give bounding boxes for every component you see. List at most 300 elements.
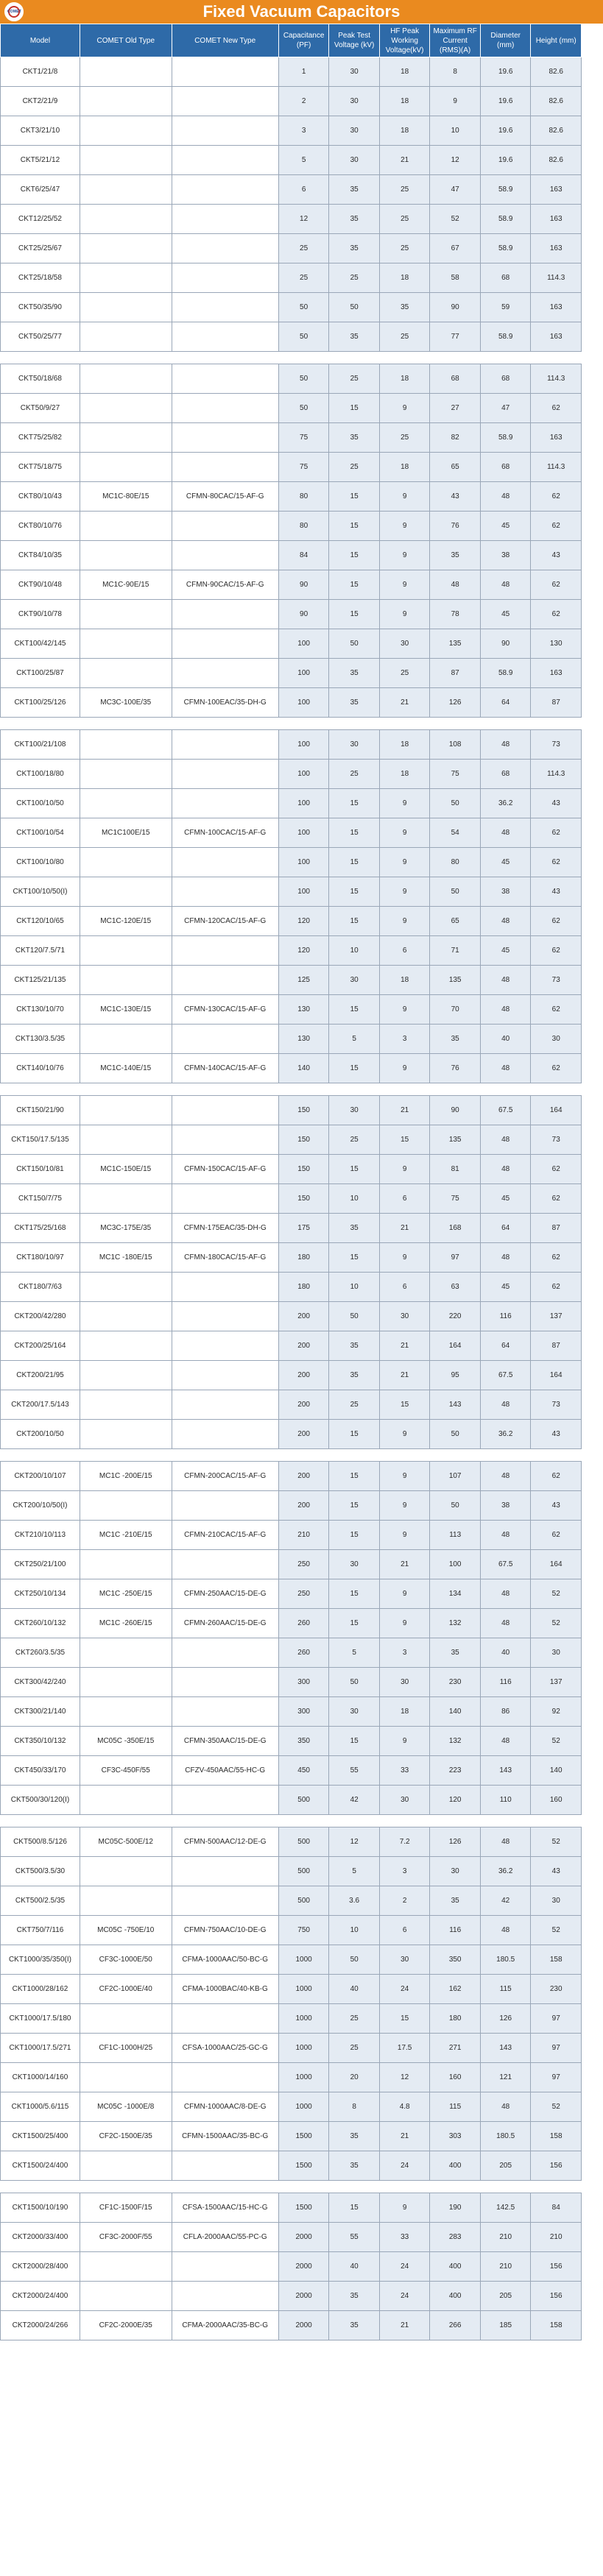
cell-model: CKT130/3.5/35 xyxy=(1,1025,80,1054)
cell-old-type: CF2C-1000E/40 xyxy=(80,1975,172,2004)
cell-height: 137 xyxy=(531,1302,582,1331)
cell-diameter: 45 xyxy=(480,936,531,966)
table-header-row xyxy=(1,24,582,57)
cell-height: 73 xyxy=(531,966,582,995)
cell-height: 140 xyxy=(531,1756,582,1786)
cell-capacitance: 1500 xyxy=(278,2151,329,2181)
cell-capacitance: 50 xyxy=(278,322,329,352)
table-row xyxy=(1,1125,582,1155)
cell-new-type xyxy=(172,1491,278,1521)
cell-model: CKT2000/24/266 xyxy=(1,2311,80,2340)
cell-model: CKT200/25/164 xyxy=(1,1331,80,1361)
cell-diameter: 19.6 xyxy=(480,146,531,175)
cell-model: CKT200/10/50 xyxy=(1,1420,80,1449)
cell-peak-test-voltage: 30 xyxy=(329,1096,380,1125)
cell-model: CKT100/10/54 xyxy=(1,818,80,848)
cell-capacitance: 120 xyxy=(278,907,329,936)
cell-capacitance: 200 xyxy=(278,1390,329,1420)
cell-diameter: 19.6 xyxy=(480,57,531,87)
cell-height: 164 xyxy=(531,1550,582,1579)
cell-height: 62 xyxy=(531,907,582,936)
cell-hf-working-voltage: 9 xyxy=(379,1727,430,1756)
cell-height: 43 xyxy=(531,541,582,570)
cell-height: 158 xyxy=(531,1945,582,1975)
cell-capacitance: 210 xyxy=(278,1521,329,1550)
table-row xyxy=(1,1361,582,1390)
cell-hf-working-voltage: 18 xyxy=(379,1697,430,1727)
table-row xyxy=(1,1638,582,1668)
cell-capacitance: 80 xyxy=(278,512,329,541)
cell-old-type xyxy=(80,87,172,116)
cell-model: CKT180/7/63 xyxy=(1,1273,80,1302)
cell-new-type: CFMA-2000AAC/35-BC-G xyxy=(172,2311,278,2340)
cell-old-type: MC3C-100E/35 xyxy=(80,688,172,718)
cell-capacitance: 25 xyxy=(278,234,329,263)
cell-capacitance: 50 xyxy=(278,394,329,423)
table-row xyxy=(1,2193,582,2223)
cell-old-type xyxy=(80,1638,172,1668)
cell-old-type xyxy=(80,2063,172,2092)
table-row xyxy=(1,1462,582,1491)
cell-capacitance: 100 xyxy=(278,730,329,760)
column-header-peak-test-voltage: Peak Test Voltage (kV) xyxy=(329,24,380,57)
cell-old-type xyxy=(80,2282,172,2311)
cell-new-type: CFMN-1000AAC/8-DE-G xyxy=(172,2092,278,2122)
cell-peak-test-voltage: 15 xyxy=(329,1054,380,1083)
cell-peak-test-voltage: 10 xyxy=(329,1916,380,1945)
cell-old-type xyxy=(80,2004,172,2034)
cell-max-rf-current: 35 xyxy=(430,1638,481,1668)
cell-max-rf-current: 143 xyxy=(430,1390,481,1420)
cell-peak-test-voltage: 25 xyxy=(329,2004,380,2034)
cell-model: CKT450/33/170 xyxy=(1,1756,80,1786)
cell-max-rf-current: 80 xyxy=(430,848,481,877)
cell-hf-working-voltage: 3 xyxy=(379,1025,430,1054)
table-row xyxy=(1,1521,582,1550)
table-row xyxy=(1,848,582,877)
table-row xyxy=(1,1214,582,1243)
table-row xyxy=(1,760,582,789)
cell-model: CKT350/10/132 xyxy=(1,1727,80,1756)
cell-capacitance: 3 xyxy=(278,116,329,146)
cell-model: CKT50/9/27 xyxy=(1,394,80,423)
cell-height: 87 xyxy=(531,1331,582,1361)
cell-capacitance: 75 xyxy=(278,453,329,482)
cell-max-rf-current: 76 xyxy=(430,512,481,541)
cell-max-rf-current: 75 xyxy=(430,760,481,789)
cell-diameter: 68 xyxy=(480,760,531,789)
cell-new-type xyxy=(172,2151,278,2181)
cell-model: CKT75/25/82 xyxy=(1,423,80,453)
cell-capacitance: 200 xyxy=(278,1491,329,1521)
cell-model: CKT200/42/280 xyxy=(1,1302,80,1331)
cell-max-rf-current: 271 xyxy=(430,2034,481,2063)
separator-cell xyxy=(1,718,582,730)
cell-height: 87 xyxy=(531,688,582,718)
cell-hf-working-voltage: 9 xyxy=(379,512,430,541)
cell-old-type xyxy=(80,1361,172,1390)
cell-max-rf-current: 350 xyxy=(430,1945,481,1975)
cell-new-type xyxy=(172,57,278,87)
cell-diameter: 48 xyxy=(480,730,531,760)
cell-peak-test-voltage: 35 xyxy=(329,2122,380,2151)
cell-old-type xyxy=(80,512,172,541)
cell-hf-working-voltage: 33 xyxy=(379,1756,430,1786)
cell-max-rf-current: 168 xyxy=(430,1214,481,1243)
cell-peak-test-voltage: 35 xyxy=(329,1361,380,1390)
cell-new-type xyxy=(172,116,278,146)
table-row xyxy=(1,1886,582,1916)
table-row xyxy=(1,966,582,995)
table-row xyxy=(1,394,582,423)
cell-peak-test-voltage: 5 xyxy=(329,1857,380,1886)
table-row xyxy=(1,234,582,263)
cell-new-type xyxy=(172,1302,278,1331)
cell-old-type xyxy=(80,234,172,263)
table-row xyxy=(1,2004,582,2034)
cell-old-type xyxy=(80,423,172,453)
cell-model: CKT1000/28/162 xyxy=(1,1975,80,2004)
cell-hf-working-voltage: 9 xyxy=(379,848,430,877)
cell-capacitance: 180 xyxy=(278,1273,329,1302)
table-body xyxy=(1,57,582,2340)
cell-capacitance: 500 xyxy=(278,1857,329,1886)
table-row xyxy=(1,1273,582,1302)
group-separator xyxy=(1,1449,582,1462)
cell-capacitance: 1000 xyxy=(278,2063,329,2092)
cell-diameter: 58.9 xyxy=(480,234,531,263)
cell-new-type xyxy=(172,1125,278,1155)
cell-model: CKT1500/10/190 xyxy=(1,2193,80,2223)
separator-cell xyxy=(1,1083,582,1096)
column-header-new-type: COMET New Type xyxy=(172,24,278,57)
cell-max-rf-current: 135 xyxy=(430,1125,481,1155)
cell-peak-test-voltage: 30 xyxy=(329,730,380,760)
cell-new-type: CFMN-175EAC/35-DH-G xyxy=(172,1214,278,1243)
cell-height: 62 xyxy=(531,995,582,1025)
capacitor-table xyxy=(0,24,582,2340)
cell-capacitance: 25 xyxy=(278,263,329,293)
cell-old-type xyxy=(80,1331,172,1361)
cell-max-rf-current: 230 xyxy=(430,1668,481,1697)
cell-old-type: CF1C-1000H/25 xyxy=(80,2034,172,2063)
cell-max-rf-current: 160 xyxy=(430,2063,481,2092)
cell-height: 114.3 xyxy=(531,364,582,394)
cell-peak-test-voltage: 15 xyxy=(329,1521,380,1550)
cell-diameter: 48 xyxy=(480,1521,531,1550)
cell-model: CKT140/10/76 xyxy=(1,1054,80,1083)
cell-diameter: 48 xyxy=(480,1462,531,1491)
cell-old-type: MC05C -350E/15 xyxy=(80,1727,172,1756)
cell-hf-working-voltage: 18 xyxy=(379,453,430,482)
cell-diameter: 185 xyxy=(480,2311,531,2340)
cell-old-type xyxy=(80,936,172,966)
cell-hf-working-voltage: 18 xyxy=(379,87,430,116)
cell-max-rf-current: 76 xyxy=(430,1054,481,1083)
cell-model: CKT500/30/120(I) xyxy=(1,1786,80,1815)
cell-hf-working-voltage: 6 xyxy=(379,1916,430,1945)
cell-height: 73 xyxy=(531,730,582,760)
cell-diameter: 210 xyxy=(480,2223,531,2252)
table-row xyxy=(1,1390,582,1420)
cell-capacitance: 80 xyxy=(278,482,329,512)
cell-height: 156 xyxy=(531,2252,582,2282)
cell-hf-working-voltage: 21 xyxy=(379,688,430,718)
table-row xyxy=(1,936,582,966)
cell-height: 73 xyxy=(531,1390,582,1420)
cell-height: 92 xyxy=(531,1697,582,1727)
cell-model: CKT1000/5.6/115 xyxy=(1,2092,80,2122)
cell-diameter: 45 xyxy=(480,1184,531,1214)
cell-old-type xyxy=(80,1786,172,1815)
cell-hf-working-voltage: 6 xyxy=(379,1273,430,1302)
cell-old-type: CF1C-1500F/15 xyxy=(80,2193,172,2223)
cell-diameter: 68 xyxy=(480,364,531,394)
cell-old-type xyxy=(80,394,172,423)
cell-new-type xyxy=(172,87,278,116)
cell-old-type xyxy=(80,1390,172,1420)
cell-max-rf-current: 67 xyxy=(430,234,481,263)
cell-hf-working-voltage: 24 xyxy=(379,2151,430,2181)
cell-height: 52 xyxy=(531,1609,582,1638)
cell-new-type xyxy=(172,146,278,175)
cell-model: CKT250/21/100 xyxy=(1,1550,80,1579)
cell-capacitance: 100 xyxy=(278,760,329,789)
cell-height: 30 xyxy=(531,1638,582,1668)
cell-new-type xyxy=(172,2004,278,2034)
table-row xyxy=(1,1857,582,1886)
cell-new-type: CFMN-500AAC/12-DE-G xyxy=(172,1827,278,1857)
cell-height: 62 xyxy=(531,600,582,629)
cell-new-type: CFMN-350AAC/15-DE-G xyxy=(172,1727,278,1756)
cell-height: 156 xyxy=(531,2282,582,2311)
separator-cell xyxy=(1,1449,582,1462)
cell-max-rf-current: 132 xyxy=(430,1727,481,1756)
cell-new-type xyxy=(172,2282,278,2311)
cell-diameter: 116 xyxy=(480,1668,531,1697)
cell-peak-test-voltage: 35 xyxy=(329,234,380,263)
cell-max-rf-current: 35 xyxy=(430,1886,481,1916)
cell-capacitance: 140 xyxy=(278,1054,329,1083)
cell-hf-working-voltage: 9 xyxy=(379,789,430,818)
table-row xyxy=(1,1243,582,1273)
group-separator xyxy=(1,1815,582,1827)
cell-old-type xyxy=(80,730,172,760)
cell-capacitance: 90 xyxy=(278,570,329,600)
cell-max-rf-current: 50 xyxy=(430,1491,481,1521)
cell-height: 97 xyxy=(531,2034,582,2063)
column-header-max-rf-current: Maximum RF Current (RMS)(A) xyxy=(430,24,481,57)
cell-max-rf-current: 126 xyxy=(430,1827,481,1857)
cell-hf-working-voltage: 9 xyxy=(379,394,430,423)
cell-diameter: 67.5 xyxy=(480,1361,531,1390)
cell-max-rf-current: 190 xyxy=(430,2193,481,2223)
cell-height: 163 xyxy=(531,423,582,453)
cell-max-rf-current: 70 xyxy=(430,995,481,1025)
cell-capacitance: 150 xyxy=(278,1184,329,1214)
cell-capacitance: 2000 xyxy=(278,2252,329,2282)
table-row xyxy=(1,1331,582,1361)
cell-max-rf-current: 132 xyxy=(430,1609,481,1638)
cell-new-type xyxy=(172,1697,278,1727)
cell-max-rf-current: 283 xyxy=(430,2223,481,2252)
table-row xyxy=(1,1786,582,1815)
cell-model: CKT100/18/80 xyxy=(1,760,80,789)
cell-new-type xyxy=(172,936,278,966)
cell-height: 160 xyxy=(531,1786,582,1815)
cell-hf-working-voltage: 30 xyxy=(379,1668,430,1697)
cell-new-type xyxy=(172,789,278,818)
cell-new-type xyxy=(172,1361,278,1390)
cell-diameter: 48 xyxy=(480,570,531,600)
cell-diameter: 48 xyxy=(480,1827,531,1857)
cell-capacitance: 1000 xyxy=(278,2092,329,2122)
cell-height: 30 xyxy=(531,1025,582,1054)
cell-capacitance: 5 xyxy=(278,146,329,175)
cell-peak-test-voltage: 15 xyxy=(329,995,380,1025)
cell-height: 52 xyxy=(531,1827,582,1857)
cell-height: 62 xyxy=(531,394,582,423)
cell-model: CKT2000/28/400 xyxy=(1,2252,80,2282)
cell-new-type: CFMN-100CAC/15-AF-G xyxy=(172,818,278,848)
cell-peak-test-voltage: 3.6 xyxy=(329,1886,380,1916)
table-row xyxy=(1,1025,582,1054)
cell-peak-test-voltage: 25 xyxy=(329,1390,380,1420)
cell-hf-working-voltage: 9 xyxy=(379,1521,430,1550)
table-row xyxy=(1,1916,582,1945)
cell-old-type xyxy=(80,57,172,87)
cell-peak-test-voltage: 10 xyxy=(329,1184,380,1214)
cell-height: 62 xyxy=(531,1054,582,1083)
cell-diameter: 40 xyxy=(480,1025,531,1054)
cell-max-rf-current: 81 xyxy=(430,1155,481,1184)
table-row xyxy=(1,322,582,352)
cell-old-type: MC1C -260E/15 xyxy=(80,1609,172,1638)
cell-hf-working-voltage: 30 xyxy=(379,629,430,659)
cell-new-type xyxy=(172,1420,278,1449)
column-header-height: Height (mm) xyxy=(531,24,582,57)
cell-capacitance: 1000 xyxy=(278,1975,329,2004)
cell-max-rf-current: 50 xyxy=(430,877,481,907)
separator-cell xyxy=(1,2181,582,2193)
cell-diameter: 121 xyxy=(480,2063,531,2092)
cell-diameter: 48 xyxy=(480,966,531,995)
cell-capacitance: 130 xyxy=(278,995,329,1025)
cell-model: CKT260/3.5/35 xyxy=(1,1638,80,1668)
cell-model: CKT150/7/75 xyxy=(1,1184,80,1214)
cell-model: CKT200/17.5/143 xyxy=(1,1390,80,1420)
cell-max-rf-current: 134 xyxy=(430,1579,481,1609)
cell-capacitance: 100 xyxy=(278,659,329,688)
cell-diameter: 45 xyxy=(480,600,531,629)
cell-hf-working-voltage: 7.2 xyxy=(379,1827,430,1857)
cell-height: 158 xyxy=(531,2311,582,2340)
cell-new-type: CFMN-100EAC/35-DH-G xyxy=(172,688,278,718)
cell-hf-working-voltage: 9 xyxy=(379,1243,430,1273)
cell-max-rf-current: 220 xyxy=(430,1302,481,1331)
group-separator xyxy=(1,718,582,730)
cell-model: CKT120/10/65 xyxy=(1,907,80,936)
cell-max-rf-current: 108 xyxy=(430,730,481,760)
cell-height: 82.6 xyxy=(531,146,582,175)
cell-peak-test-voltage: 15 xyxy=(329,877,380,907)
cell-old-type: MC1C -250E/15 xyxy=(80,1579,172,1609)
cell-capacitance: 1000 xyxy=(278,2004,329,2034)
cell-max-rf-current: 116 xyxy=(430,1916,481,1945)
cell-capacitance: 2000 xyxy=(278,2282,329,2311)
cell-max-rf-current: 54 xyxy=(430,818,481,848)
cell-peak-test-voltage: 30 xyxy=(329,57,380,87)
cell-capacitance: 450 xyxy=(278,1756,329,1786)
cell-model: CKT1000/17.5/271 xyxy=(1,2034,80,2063)
cell-model: CKT200/10/50(I) xyxy=(1,1491,80,1521)
cell-new-type xyxy=(172,877,278,907)
cell-peak-test-voltage: 10 xyxy=(329,936,380,966)
cell-peak-test-voltage: 15 xyxy=(329,1462,380,1491)
cell-height: 97 xyxy=(531,2063,582,2092)
cell-capacitance: 1500 xyxy=(278,2193,329,2223)
cell-diameter: 58.9 xyxy=(480,205,531,234)
cell-max-rf-current: 50 xyxy=(430,1420,481,1449)
cell-peak-test-voltage: 30 xyxy=(329,1550,380,1579)
cell-old-type xyxy=(80,293,172,322)
cell-diameter: 205 xyxy=(480,2151,531,2181)
cell-capacitance: 130 xyxy=(278,1025,329,1054)
cell-old-type: MC1C -210E/15 xyxy=(80,1521,172,1550)
cell-height: 163 xyxy=(531,322,582,352)
cell-capacitance: 2000 xyxy=(278,2223,329,2252)
cell-peak-test-voltage: 15 xyxy=(329,1491,380,1521)
cell-new-type xyxy=(172,1390,278,1420)
cell-model: CKT120/7.5/71 xyxy=(1,936,80,966)
cell-max-rf-current: 8 xyxy=(430,57,481,87)
cell-height: 114.3 xyxy=(531,760,582,789)
cell-peak-test-voltage: 8 xyxy=(329,2092,380,2122)
cell-model: CKT1500/25/400 xyxy=(1,2122,80,2151)
cell-hf-working-voltage: 9 xyxy=(379,541,430,570)
cell-max-rf-current: 90 xyxy=(430,1096,481,1125)
cell-new-type xyxy=(172,364,278,394)
cell-height: 137 xyxy=(531,1668,582,1697)
cell-old-type: MC1C-140E/15 xyxy=(80,1054,172,1083)
table-row xyxy=(1,453,582,482)
cell-max-rf-current: 58 xyxy=(430,263,481,293)
cell-model: CKT180/10/97 xyxy=(1,1243,80,1273)
cell-model: CKT1000/35/350(I) xyxy=(1,1945,80,1975)
cell-new-type xyxy=(172,512,278,541)
cell-hf-working-voltage: 15 xyxy=(379,1125,430,1155)
column-header-old-type: COMET Old Type xyxy=(80,24,172,57)
table-row xyxy=(1,1491,582,1521)
table-row xyxy=(1,818,582,848)
cell-max-rf-current: 95 xyxy=(430,1361,481,1390)
cell-diameter: 48 xyxy=(480,1579,531,1609)
cell-capacitance: 50 xyxy=(278,293,329,322)
table-row xyxy=(1,364,582,394)
table-row xyxy=(1,1550,582,1579)
cell-height: 73 xyxy=(531,1125,582,1155)
cell-max-rf-current: 303 xyxy=(430,2122,481,2151)
cell-peak-test-voltage: 30 xyxy=(329,87,380,116)
cell-capacitance: 100 xyxy=(278,789,329,818)
cell-old-type xyxy=(80,877,172,907)
cell-capacitance: 200 xyxy=(278,1361,329,1390)
cell-height: 43 xyxy=(531,1857,582,1886)
cell-hf-working-voltage: 18 xyxy=(379,263,430,293)
cell-diameter: 205 xyxy=(480,2282,531,2311)
cell-capacitance: 150 xyxy=(278,1125,329,1155)
cell-hf-working-voltage: 18 xyxy=(379,116,430,146)
